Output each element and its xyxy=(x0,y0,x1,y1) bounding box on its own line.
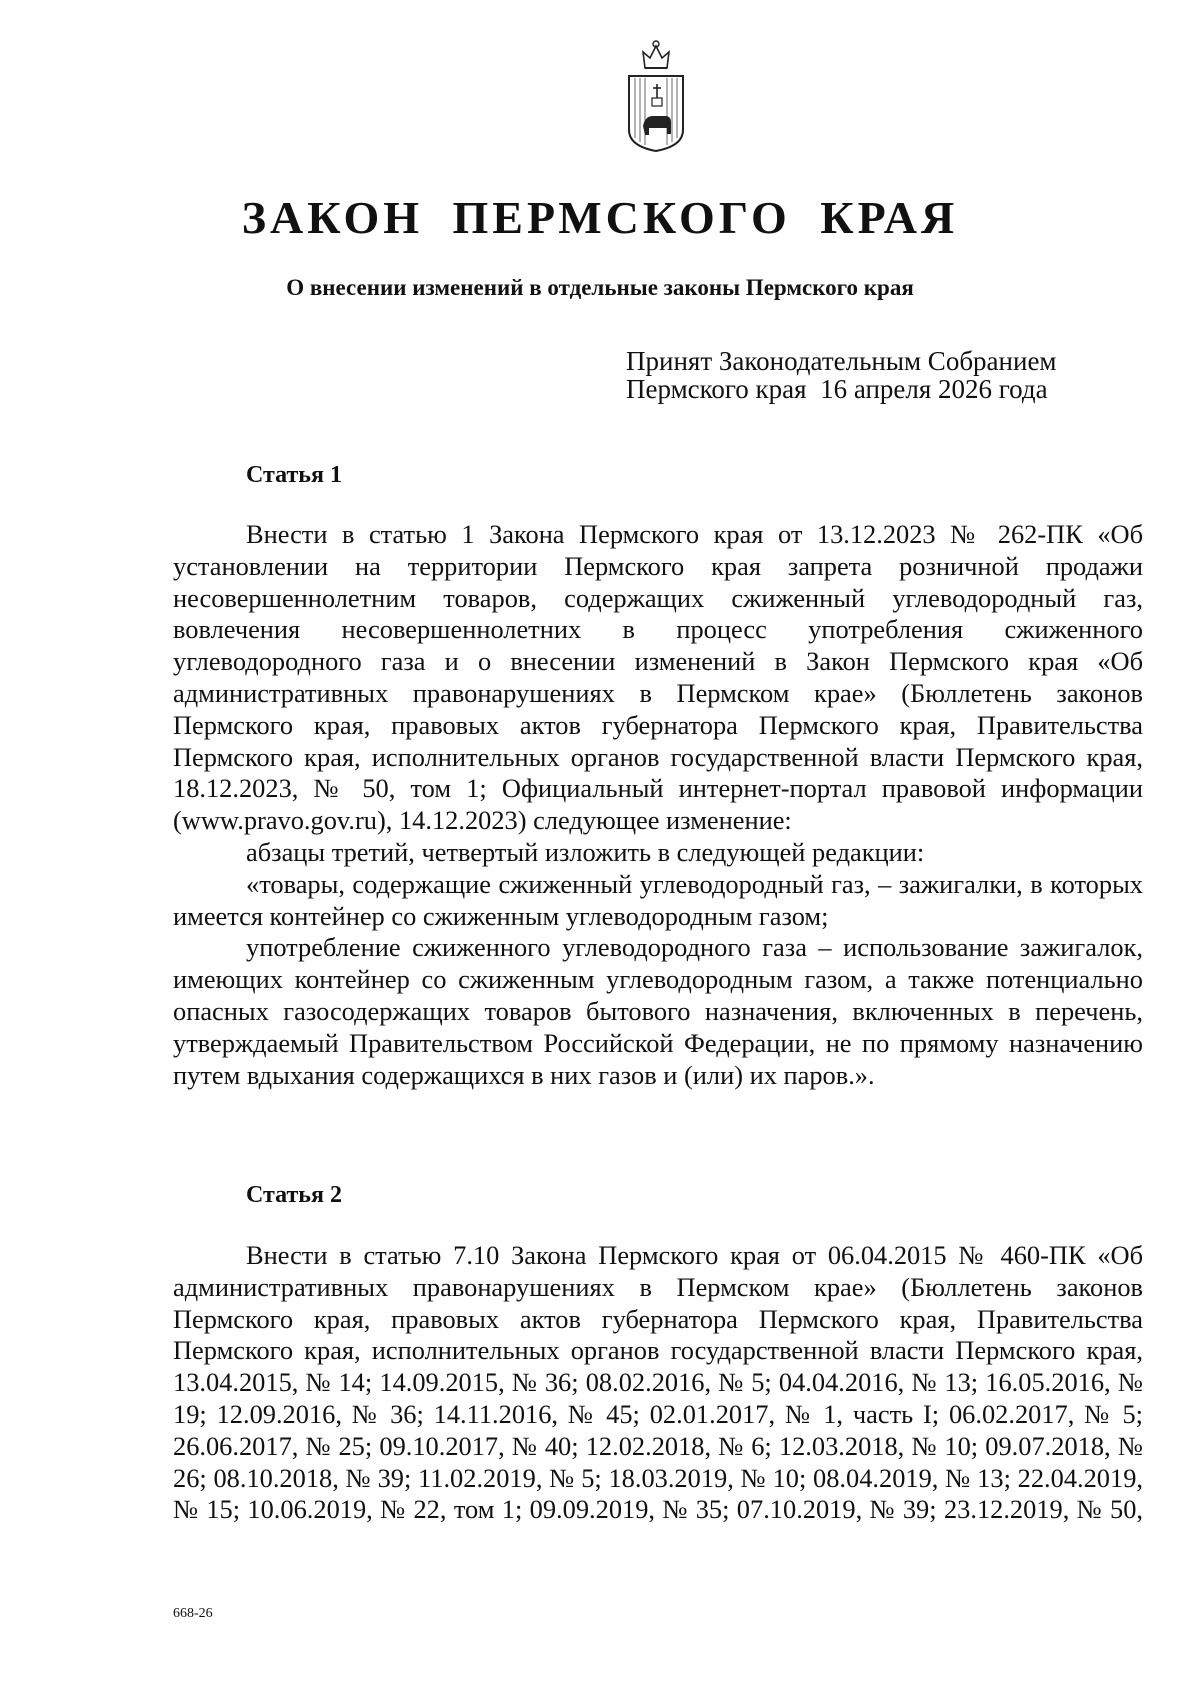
article-1-body xyxy=(173,519,1143,1091)
article-1-paragraph-3: «товары, содержащие сжиженный углеводородный газ, – зажигалки, в которых имеется контейнер со сжиженным углеводородным газом; xyxy=(173,868,1143,931)
article-1-paragraph-1: Внести в статью 1 Закона Пермского края от 13.12.2023 № 262-ПК «Об установлении на территории Пермского края запрета розничной продажи несовершеннолетним товаров, содержащих сжиженный углеводородный газ, вовлечения несовершеннолетних в процесс употребления сжиженного углеводородного газа и о внесении изменений в Закон Пермского края «Об административных правонарушениях в Пермском крае» (Бюллетень законов Пермского края, правовых актов губернатора Пермского края, Правительства Пермского края, исполнительных органов государственной власти Пермского края, 18.12.2023, № 50, том 1; Официальный интернет-портал правовой информации (www.pravo.gov.ru), 14.12.2023) следующее изменение: xyxy=(173,519,1143,836)
document-code: 668-26 xyxy=(173,1606,213,1621)
article-2-paragraph-1: Внести в статью 7.10 Закона Пермского края от 06.04.2015 № 460-ПК «Об административных правонарушениях в Пермском крае» (Бюллетень законов Пермского края, правовых актов губернатора Пермского края, Правительства Пермского края, исполнительных органов государственной власти Пермского края, 13.04.2015, № 14; 14.09.2015, № 36; 08.02.2016, № 5; 04.04.2016, № 13; 16.05.2016, № 19; 12.09.2016, № 36; 14.11.2016, № 45; 02.01.2017, № 1, часть I; 06.02.2017, № 5; 26.06.2017, № 25; 09.10.2017, № 40; 12.02.2018, № 6; 12.03.2018, № 10; 09.07.2018, № 26; 08.10.2018, № 39; 11.02.2019, № 5; 18.03.2019, № 10; 08.04.2019, № 13; 22.04.2019, № 15; 10.06.2019, № 22, том 1; 09.09.2019, № 35; 07.10.2019, № 39; 23.12.2019, № 50, xyxy=(173,1240,1143,1525)
article-1-heading: Статья 1 xyxy=(246,462,342,488)
adoption-line-2: Пермского края 16 апреля 2026 года xyxy=(626,374,1048,404)
article-2-heading: Статья 2 xyxy=(246,1182,342,1208)
adoption-note xyxy=(626,347,1057,403)
article-1-paragraph-2: абзацы третий, четвертый изложить в следующей редакции: xyxy=(246,836,925,867)
perm-krai-coat-of-arms-icon xyxy=(625,38,687,153)
article-1-paragraph-4: употребление сжиженного углеводородного газа – использование зажигалок, имеющих контейнер со сжиженным углеводородным газом, а также потенциально опасных газосодержащих товаров бытового назначения, включенных в перечень, утверждаемый Правительством Российской Федерации, не по прямому назначению путем вдыхания содержащихся в них газов и (или) их паров.». xyxy=(173,932,1143,1090)
article-2-body xyxy=(173,1240,1143,1526)
law-subtitle: О внесении изменений в отдельные законы Пермского края xyxy=(286,275,914,300)
adoption-line-1: Принят Законодательным Собранием xyxy=(626,346,1057,376)
law-title: ЗАКОН ПЕРМСКОГО КРАЯ xyxy=(241,192,959,243)
